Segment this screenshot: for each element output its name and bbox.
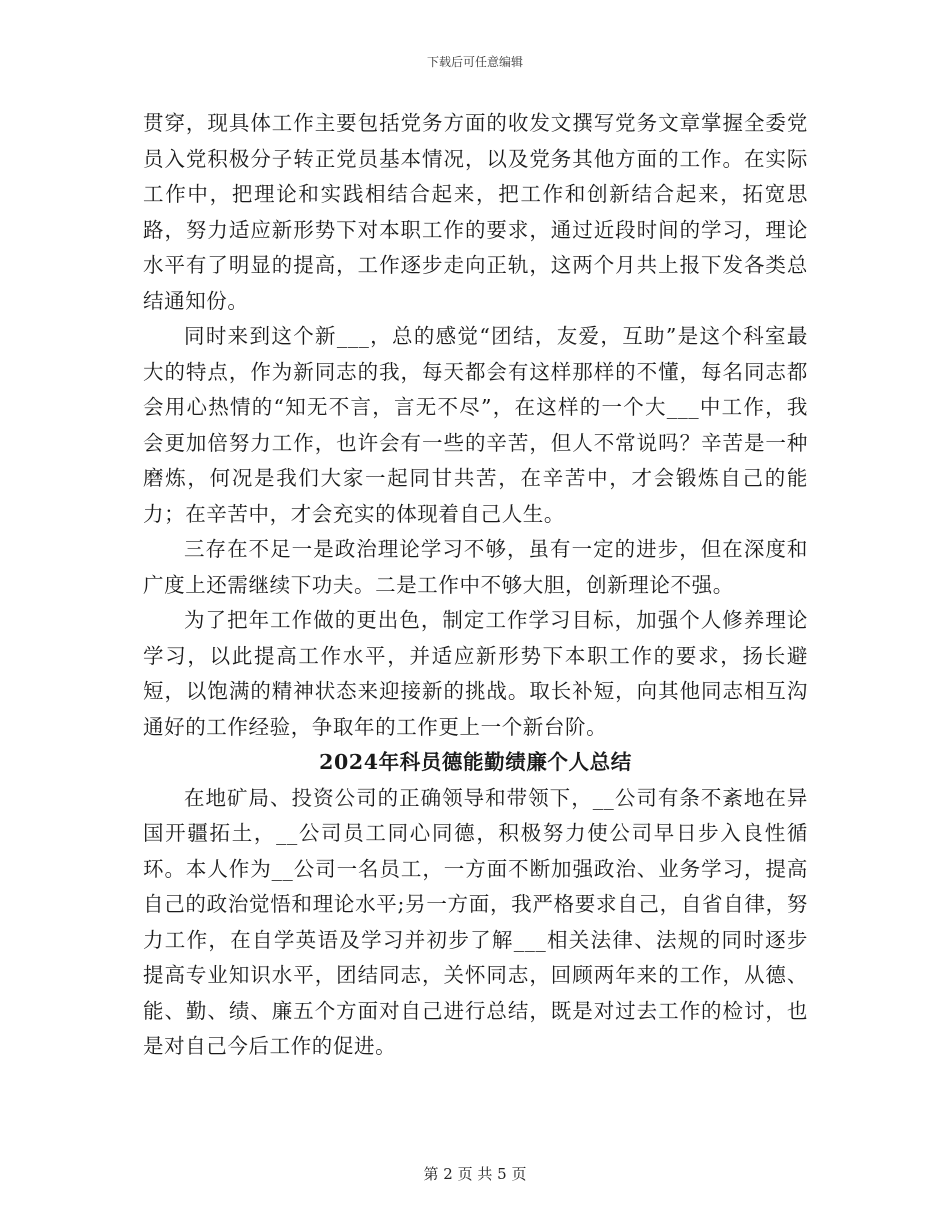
page-header-note: 下载后可任意编辑: [426, 55, 523, 69]
page-number-footer: 第 2 页 共 5 页: [423, 1165, 527, 1183]
paragraph-team-feeling: 同时来到这个新___，总的感觉“团结，友爱，互助”是这个科室最大的特点，作为新同志的我，每天都会有这样那样的不懂，每名同志都会用心热情的“知无不言，言无不尽”，在这样的一个大___中工作，我会更加倍努力工作，也许会有一些的辛苦，但人不常说吗？辛苦是一种磨炼，何况是我们大家一起同甘共苦，在辛苦中，才会锻炼自己的能力；在辛苦中，才会充实的体现着自己人生。: [143, 324, 808, 526]
paragraph-summary-intro: 在地矿局、投资公司的正确领导和带领下，__公司有条不紊地在异国开疆拓土，__公司员工同心同德，积极努力使公司早日步入良性循环。本人作为__公司一名员工，一方面不断加强政治、业务学习，提高自己的政治觉悟和理论水平;另一方面，我严格要求自己，自省自律，努力工作，在自学英语及学习并初步了解___相关法律、法规的同时逐步提高专业知识水平，团结同志，关怀同志，回顾两年来的工作，从德、能、勤、绩、廉五个方面对自己进行总结，既是对过去工作的检讨，也是对自己今后工作的促进。: [143, 785, 808, 1058]
document-body: [143, 106, 808, 1065]
paragraph-continuation: 贯穿，现具体工作主要包括党务方面的收发文撰写党务文章掌握全委党员入党积极分子转正党员基本情况，以及党务其他方面的工作。在实际工作中，把理论和实践相结合起来，把工作和创新结合起来，拓宽思路，努力适应新形势下对本职工作的要求，通过近段时间的学习，理论水平有了明显的提高，工作逐步走向正轨，这两个月共上报下发各类总结通知份。: [143, 111, 808, 313]
paragraph-goals: 为了把年工作做的更出色，制定工作学习目标，加强个人修养理论学习，以此提高工作水平，并适应新形势下本职工作的要求，扬长避短，以饱满的精神状态来迎接新的挑战。取长补短，向其他同志相互沟通好的工作经验，争取年的工作更上一个新台阶。: [143, 608, 808, 739]
paragraph-shortcomings: 三存在不足一是政治理论学习不够，虽有一定的进步，但在深度和广度上还需继续下功夫。二是工作中不够大胆，创新理论不强。: [143, 537, 808, 597]
section-title: 2024年科员德能勤绩廉个人总结: [319, 750, 632, 774]
